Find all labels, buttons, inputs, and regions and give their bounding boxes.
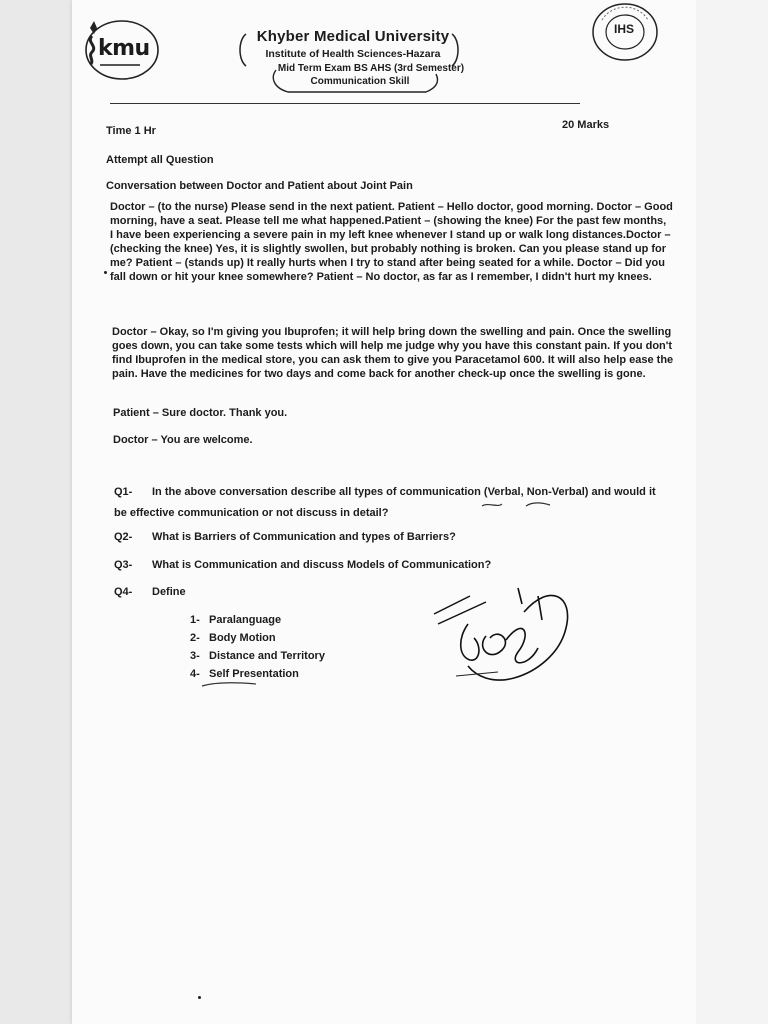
- list-number: 4-: [190, 668, 200, 680]
- list-term: Self Presentation: [209, 668, 299, 680]
- seal-text: IHS: [614, 22, 635, 36]
- question-text: What is Barriers of Communication and types of Barriers?: [152, 531, 456, 543]
- subject-name: Communication Skill: [310, 76, 410, 87]
- logo-text: kmu: [98, 36, 150, 61]
- list-number: 2-: [190, 632, 200, 644]
- list-term: Distance and Territory: [209, 650, 325, 662]
- definitions-list: [190, 611, 325, 683]
- title-block: [230, 28, 476, 87]
- question-number: Q1-: [114, 486, 133, 498]
- passage-line: Doctor – (to the nurse) Please send in the next patient. Patient – Hello doctor, good morning. Doctor – Good: [110, 201, 673, 213]
- university-name: Khyber Medical University: [256, 28, 450, 45]
- list-item: [190, 611, 325, 629]
- list-term: Body Motion: [209, 632, 276, 644]
- passage-paragraph-2: [112, 326, 673, 380]
- passage-paragraph-4: Doctor – You are welcome.: [113, 434, 253, 446]
- kmu-logo: [82, 16, 160, 82]
- exam-name: Mid Term Exam BS AHS (3rd Semester): [277, 63, 465, 74]
- pen-underline: [470, 500, 560, 512]
- list-number: 3-: [190, 650, 200, 662]
- institute-name: Institute of Health Sciences-Hazara: [265, 48, 441, 60]
- ink-dot: [198, 996, 201, 999]
- question-text: Define: [152, 586, 186, 598]
- passage-line: Doctor – Okay, so I'm giving you Ibuprofen; it will help bring down the swelling and pain. Once the swelling: [112, 326, 672, 338]
- page-margin: [696, 0, 768, 1024]
- list-item: [190, 647, 325, 665]
- passage-line: find Ibuprofen in the medical store, you can ask them to give you Paracetamol 600. It will also help ease the: [112, 354, 674, 366]
- passage-paragraph-3: Patient – Sure doctor. Thank you.: [113, 407, 288, 419]
- list-term: Paralanguage: [209, 614, 282, 626]
- question-number: Q3-: [114, 559, 133, 571]
- question-text: In the above conversation describe all types of communication (Verbal, Non-Verbal) and would it: [152, 486, 656, 498]
- question-number: Q4-: [114, 586, 133, 598]
- passage-line: (checking the knee) Yes, it is slightly swollen, but probably nothing is broken. Can you please stand up for: [110, 243, 667, 255]
- question-text-continued: be effective communication or not discuss in detail?: [114, 507, 389, 519]
- pen-underline: [200, 680, 260, 690]
- passage-line: pain. Have the medicines for two days and come back for another check-up once the swelling is gone.: [112, 368, 646, 380]
- conversation-topic: Conversation between Doctor and Patient about Joint Pain: [106, 180, 413, 192]
- ink-dot: [104, 271, 107, 274]
- signature: [428, 576, 580, 690]
- passage-line: goes down, you can take some tests which will help me judge why you have this constant pain. If you don't: [112, 340, 673, 352]
- list-number: 1-: [190, 614, 200, 626]
- question-text: What is Communication and discuss Models of Communication?: [152, 559, 492, 571]
- passage-line: fall down or hit your knee somewhere? Patient – No doctor, as far as I remember, I didn't hurt my knees.: [110, 271, 652, 283]
- passage-line: I have been experiencing a severe pain in my left knee whenever I stand up or walk long distances.Doctor –: [110, 229, 671, 241]
- passage-paragraph-1: [110, 201, 673, 283]
- exam-time: Time 1 Hr: [106, 125, 156, 137]
- instruction: Attempt all Question: [106, 154, 214, 166]
- header-rule: [110, 103, 580, 104]
- list-item: [190, 629, 325, 647]
- passage-line: morning, have a seat. Please tell me what happened.Patient – (showing the knee) For the past few months,: [110, 215, 667, 227]
- ihs-seal: [590, 2, 660, 64]
- question-number: Q2-: [114, 531, 133, 543]
- exam-marks: 20 Marks: [562, 119, 610, 131]
- passage-line: me? Patient – (stands up) It really hurts when I try to stand after being seated for a while. Doctor – Did you: [110, 257, 665, 269]
